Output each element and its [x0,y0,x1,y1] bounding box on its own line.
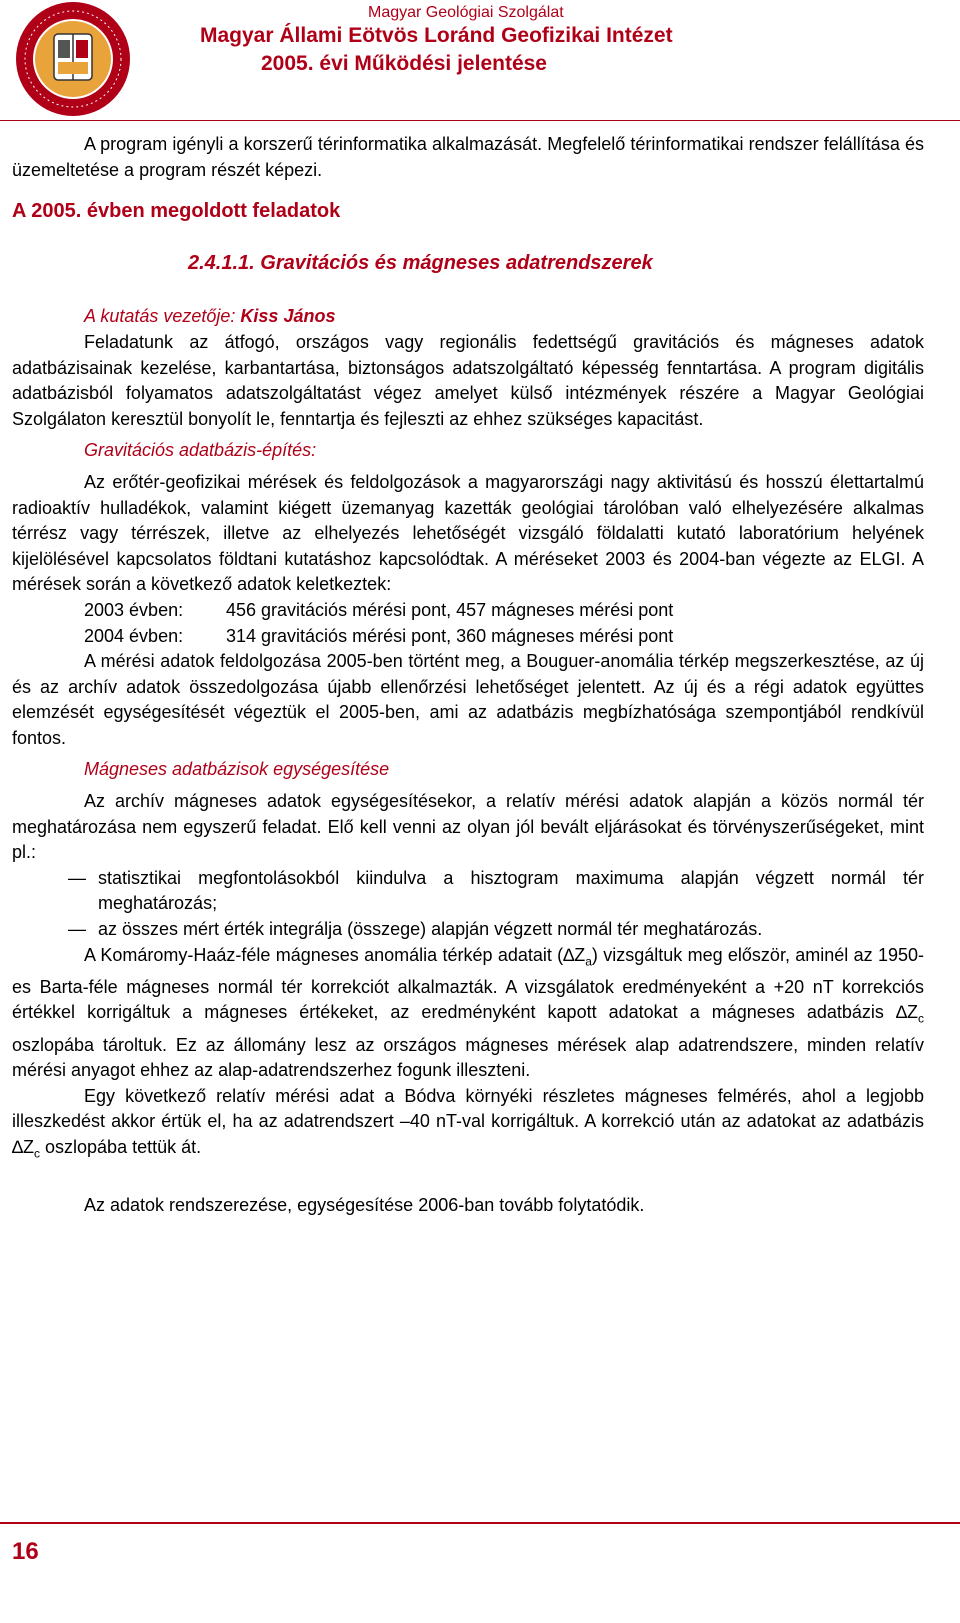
p5-part-c: oszlopába tároltuk. Ez az állomány lesz az országos mágneses mérések alap adatrendszere, minden relatív mérési anyagot ehhez az alap-adatrendszerhez fogunk illeszteni. [12,1034,924,1081]
list-item [12,917,924,943]
research-leader [12,304,924,330]
subscript-a: a [585,954,592,969]
spacer [12,1167,924,1193]
subsection-title: 2.4.1.1. Gravitációs és mágneses adatrendszerek [188,251,653,274]
magnetic-heading: Mágneses adatbázisok egységesítése [84,759,390,780]
paragraph-6 [12,1084,924,1167]
dash-bullet-icon: — [68,867,86,888]
z-symbol: Z [23,1136,35,1157]
z-symbol: Z [574,944,586,965]
stat-label: 2004 évben: [84,625,184,646]
stat-value: 456 gravitációs mérési pont, 457 mágneses mérési pont [226,599,674,620]
stat-row-2003 [84,598,924,624]
header-titles [200,4,673,78]
dash-bullet-icon: — [68,919,86,940]
institute-seal-icon [14,0,132,118]
delta-symbol: ∆ [563,944,575,965]
report-title: 2005. évi Működési jelentése [261,52,547,75]
closing-paragraph: Az adatok rendszerezése, egységesítése 2006-ban tovább folytatódik. [84,1195,645,1216]
paragraph-1: Feladatunk az átfogó, országos vagy regionális fedettségű gravitációs és mágneses adatok adatbázisainak kezelése, karbantartása, biztonságos adatszolgáltató képesség fenntartása. A program digitális adatbázisból folyamatos adatszolgáltatást végez amelyet külső intézmények részére a Magyar Geológiai Szolgálaton keresztül bonyolít le, fenntartja és fejleszti az ehhez szükséges kapacitást. [12,331,924,429]
delta-symbol: ∆ [12,1136,24,1157]
subscript-c: c [34,1146,41,1161]
stat-label: 2003 évben: [84,599,184,620]
stat-row-2004 [84,624,924,650]
delta-symbol: ∆ [895,1002,907,1023]
subscript-c: c [918,1012,924,1026]
leader-label: A kutatás vezetője: [84,306,241,327]
footer-divider [0,1522,960,1524]
organization-name: Magyar Geológiai Szolgálat [368,4,564,21]
paragraph-4: Az archív mágneses adatok egységesítésekor, a relatív mérési adatok alapján a közös normál tér meghatározása nem egyszerű feladat. Elő kell venni az olyan jól bevált eljárásokat és törvényszerűségeket, mint pl.: [12,791,924,863]
leader-name: Kiss János [240,306,336,327]
z-symbol: Z [907,1002,918,1023]
institute-name: Magyar Állami Eötvös Loránd Geofizikai Intézet [200,24,673,47]
page-number: 16 [12,1538,39,1565]
p5-part-a: A Komáromy-Haáz-féle mágneses anomália térkép adatait ( [84,944,564,965]
paragraph-3: A mérési adatok feldolgozása 2005-ben történt meg, a Bouguer-anomália térkép megszerkesztése, az új és az archív adatok összedolgozása újabb ellenőrzési lehetőséget jelentett. Az új és a régi adatok együttes elemzését egységesítését végeztük el 2005-ben, ami az adatbázis megbízhatósága szempontjából rendkívül fontos. [12,651,924,748]
page-header [0,0,960,118]
p6-part-a: Egy következő relatív mérési adat a Bódva környéki részletes mágneses felmérés, ahol a legjobb illeszkedést akkor értük el, ha az adatrendszert –40 nT-val korrigáltuk. A korrekció után az adatokat az adatbázis [12,1085,924,1132]
paragraph-2: Az erőtér-geofizikai mérések és feldolgozások a magyarországi nagy aktivitású és hosszú élettartalmú radioaktív hulladékok, valamint kiégett üzemanyag kazetták geológiai tárolóban való elhelyezésére alkalmas térrész vagy térrészek, illetve az elhelyezés lehetőségét vizsgáló földalatti kutató laboratórium helyének kijelölésével kapcsolatos földtani kutatáshoz kapcsolódtak. A méréseket 2003 és 2004-ban végezte az ELGI. A mérések során a következő adatok keletkeztek: [12,471,924,595]
list-item-text: az összes mért érték integrálja (összege) alapján végzett normál tér meghatározás. [98,919,763,940]
section-title: A 2005. évben megoldott feladatok [12,200,341,223]
list-item-text: statisztikai megfontolásokból kiindulva a hisztogram maximuma alapján végzett normál tér meghatározás; [98,867,924,914]
p6-part-b: oszlopába tettük át. [40,1136,202,1157]
intro-paragraph: A program igényli a korszerű térinformatika alkalmazását. Megfelelő térinformatikai rendszer felállítása és üzemeltetése a program részét képezi. [12,134,924,180]
page-content [12,132,924,1219]
header-divider [0,120,960,121]
stat-value: 314 gravitációs mérési pont, 360 mágneses mérési pont [226,625,674,646]
gravity-heading: Gravitációs adatbázis-építés: [84,440,317,461]
paragraph-5 [12,943,924,1084]
list-item [12,866,924,917]
p5-part-b: ) vizsgáltuk meg először, aminél az 1950-es Barta-féle mágneses normál tér korrekciót alkalmazták. A vizsgálatok eredményeként a +20 nT korrekciós értékkel korrigáltuk a mágneses értékeket, az eredményként kapott adatokat a mágneses adatbázis [12,944,924,1023]
